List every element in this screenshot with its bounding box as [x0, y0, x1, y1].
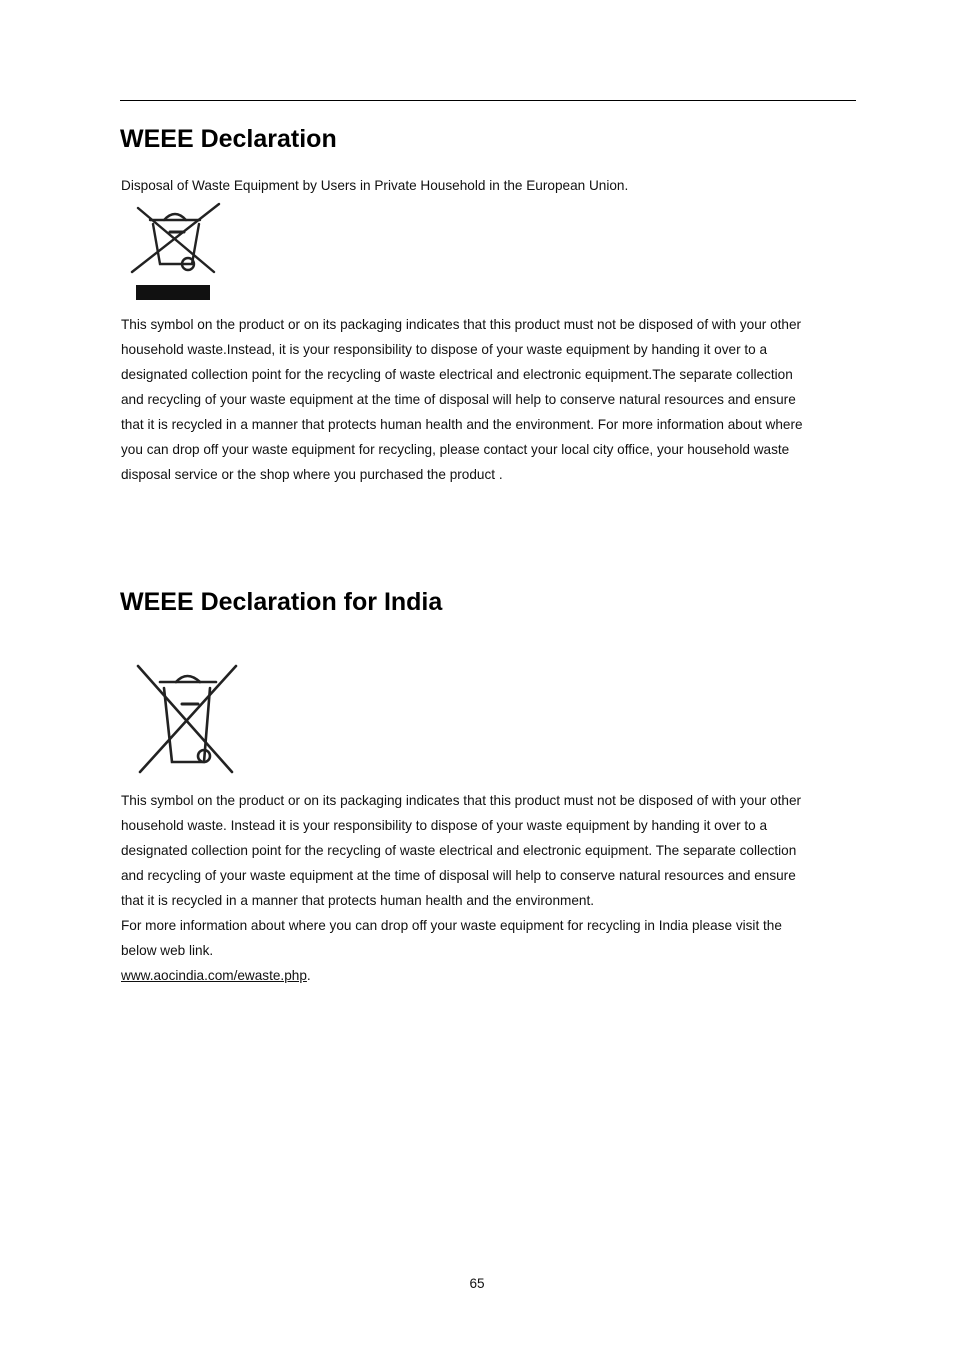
weee-india-body-line: For more information about where you can drop off your waste equipment for recycling in India please visit the — [121, 918, 782, 933]
weee-body-line: you can drop off your waste equipment for recycling, please contact your local city office, your household waste — [121, 442, 790, 457]
weee-body-line: that it is recycled in a manner that protects human health and the environment. For more information about where — [121, 417, 803, 432]
weee-india-body-line: This symbol on the product or on its packaging indicates that this product must not be disposed of with your other — [121, 793, 802, 808]
ewaste-link[interactable]: www.aocindia.com/ewaste.php — [121, 968, 307, 983]
weee-body-line: household waste.Instead, it is your responsibility to dispose of your waste equipment by handing it over to a — [121, 342, 768, 357]
weee-india-body-line: household waste. Instead it is your responsibility to dispose of your waste equipment by handing it over to a — [121, 818, 768, 833]
section-title-weee: WEEE Declaration — [120, 125, 337, 153]
weee-intro-text: Disposal of Waste Equipment by Users in Private Household in the European Union. — [121, 178, 629, 193]
weee-india-body-line: designated collection point for the recycling of waste electrical and electronic equipment. The separate collection — [121, 843, 797, 858]
weee-body-line: disposal service or the shop where you purchased the product . — [121, 467, 503, 482]
crossed-out-wheelie-bin-icon — [134, 662, 240, 776]
weee-india-body — [121, 788, 861, 988]
page-number: 65 — [469, 1276, 485, 1291]
ewaste-link-line — [121, 963, 861, 988]
weee-body-line: designated collection point for the recycling of waste electrical and electronic equipment.The separate collection — [121, 367, 793, 382]
weee-body — [121, 312, 861, 487]
weee-india-body-line: and recycling of your waste equipment at the time of disposal will help to conserve natural resources and ensure — [121, 868, 796, 883]
weee-india-body-line: below web link. — [121, 943, 214, 958]
section-title-weee-india: WEEE Declaration for India — [120, 588, 443, 616]
weee-body-line: and recycling of your waste equipment at the time of disposal will help to conserve natural resources and ensure — [121, 392, 796, 407]
header-rule — [120, 100, 856, 101]
crossed-out-wheelie-bin-with-bar-icon — [128, 202, 222, 302]
weee-body-line: This symbol on the product or on its packaging indicates that this product must not be disposed of with your other — [121, 317, 802, 332]
link-suffix: . — [306, 968, 311, 983]
weee-india-body-line: that it is recycled in a manner that protects human health and the environment. — [121, 893, 595, 908]
